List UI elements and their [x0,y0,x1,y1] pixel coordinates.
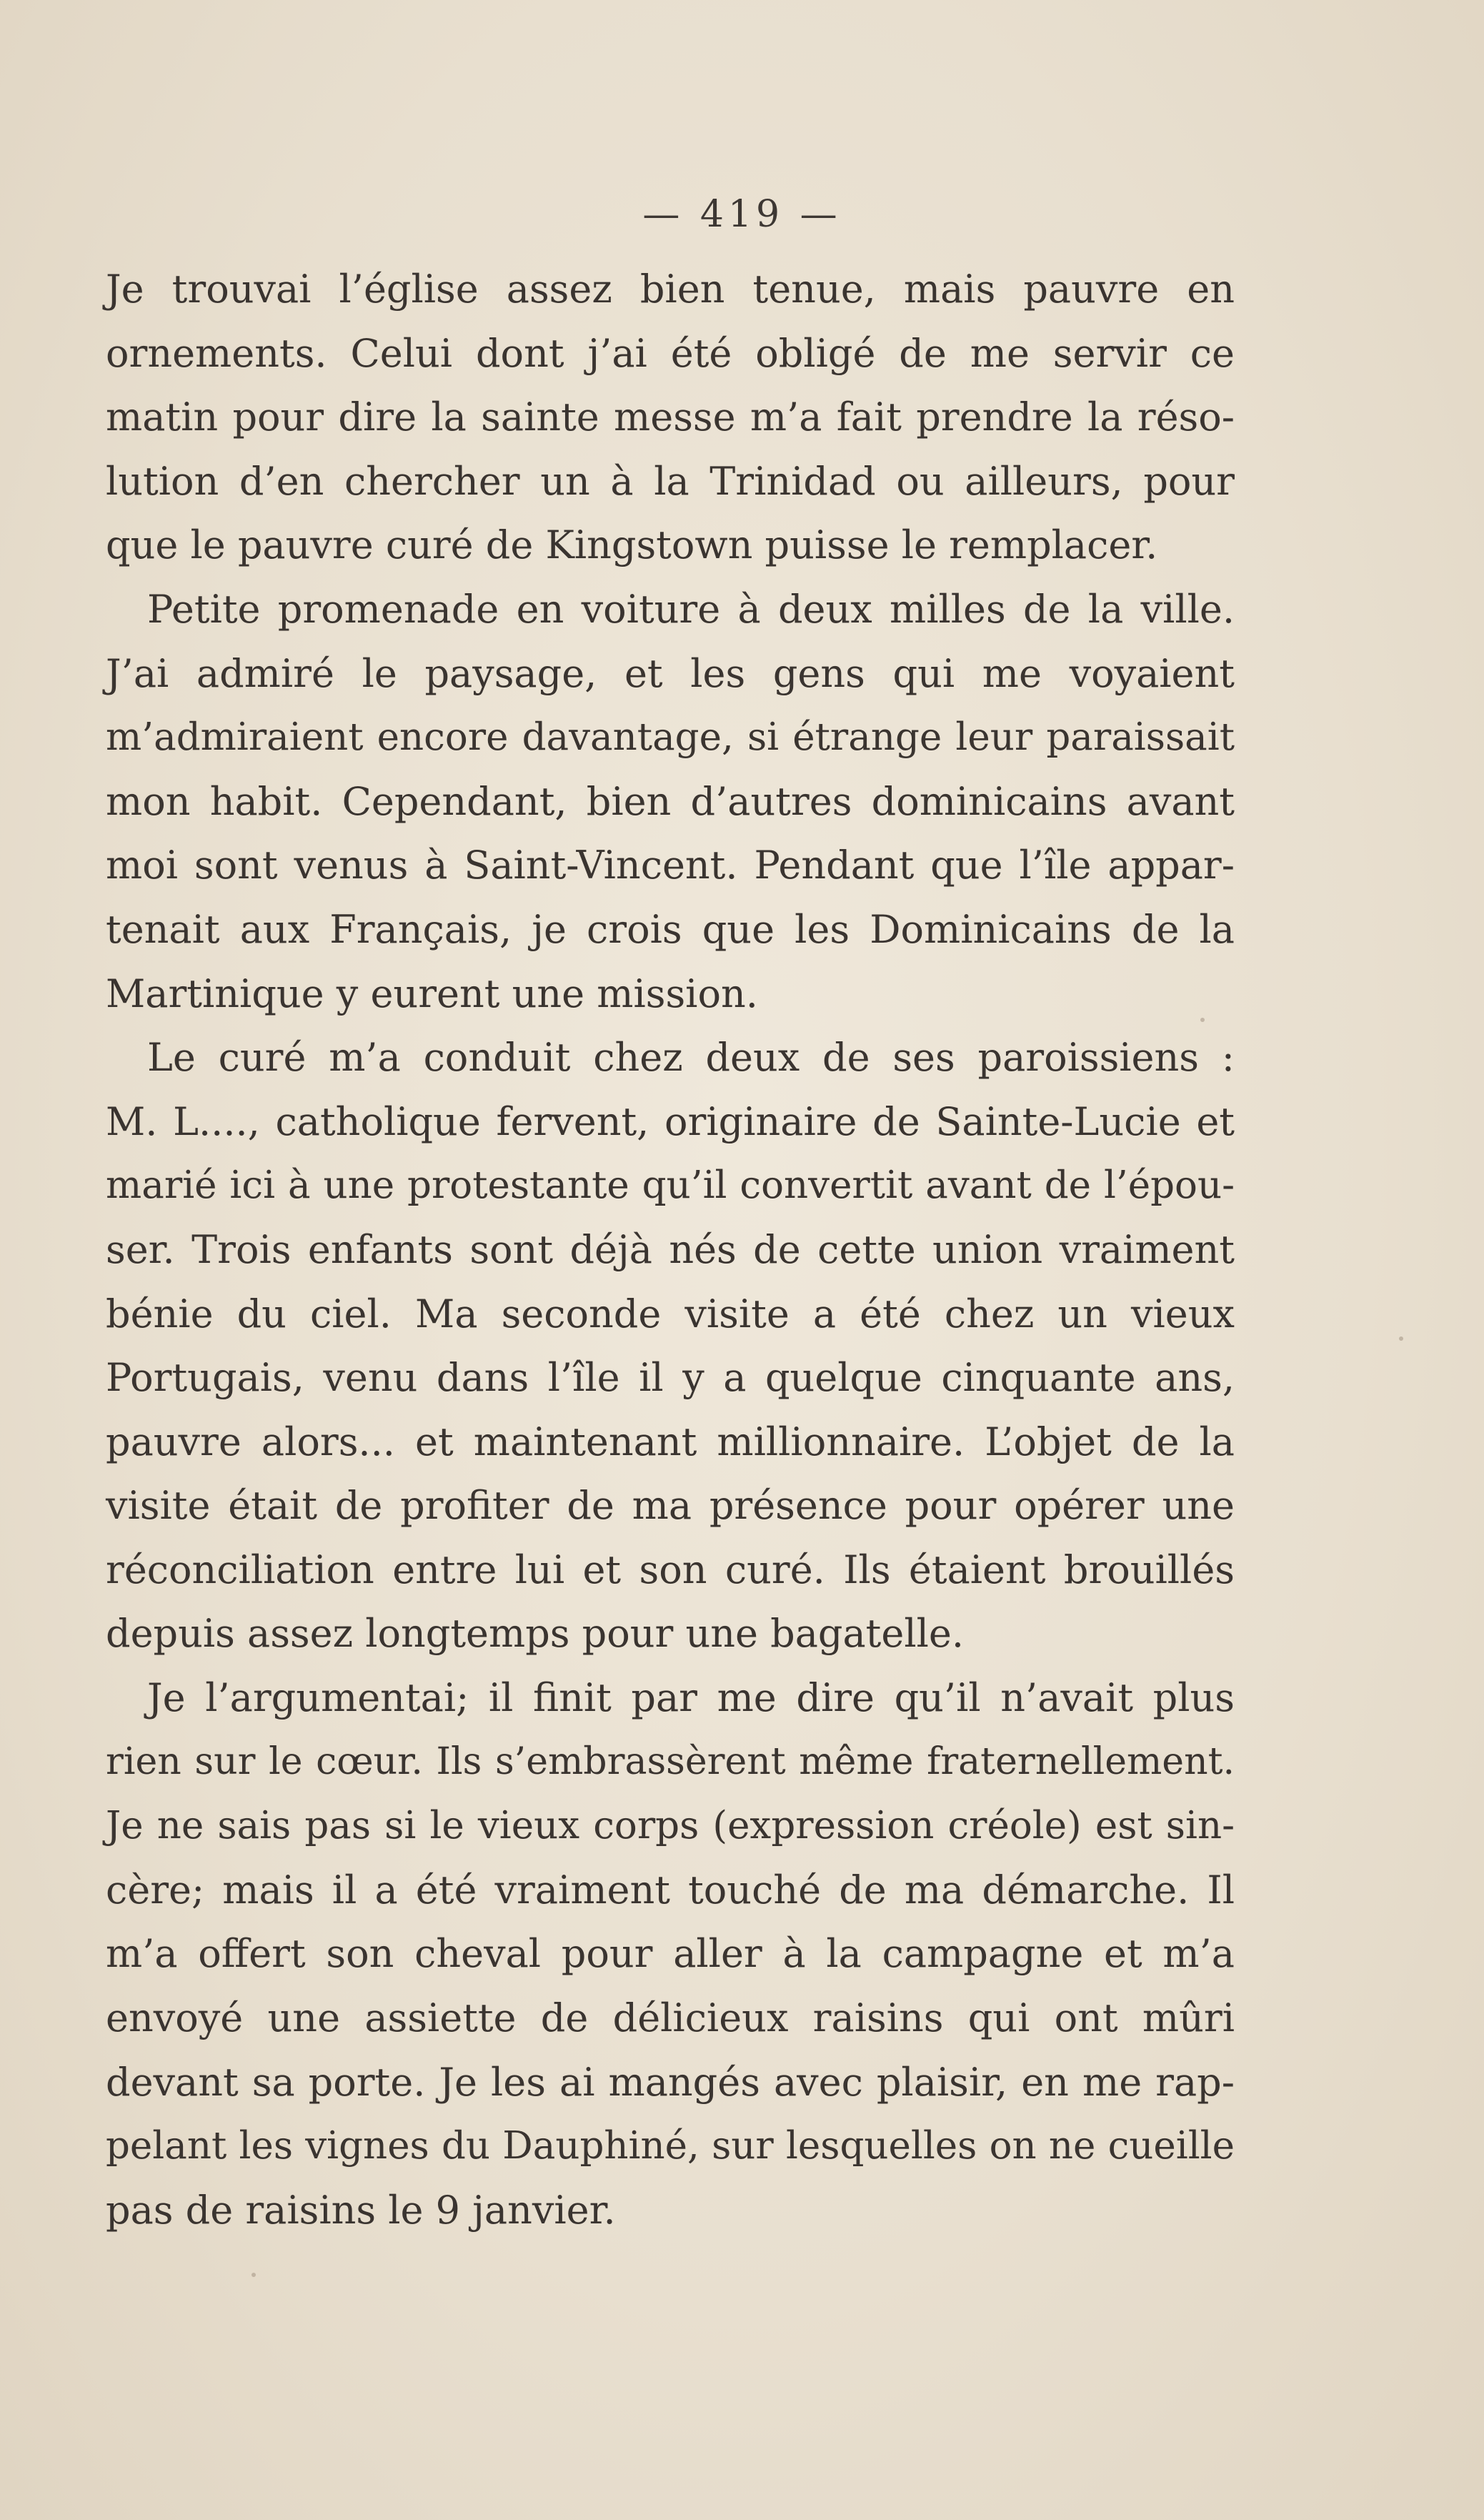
text-line: Je trouvai l’église assez bien tenue, mais pauvre en [106,267,1235,312]
text-line: pelant les vignes du Dauphiné, sur lesquelles on ne cueille [106,2124,1235,2168]
text-line: Martinique y eurent une mission. [106,971,758,1016]
text-line: m’admiraient encore davantage, si étrange leur paraissait [106,715,1235,760]
text-line: envoyé une assiette de délicieux raisins qui ont mûri [106,1995,1235,2041]
text-line: Je ne sais pas si le vieux corps (expression créole) est sin- [106,1804,1235,1848]
page-number: — 419 — [642,193,842,236]
text-line: tenait aux Français, je crois que les Dominicains de la [106,906,1235,952]
paper-speck [1399,1336,1403,1341]
text-line: M. L...., catholique fervent, originaire de Sainte-Lucie et [106,1098,1235,1144]
paragraph-start-line: Petite promenade en voiture à deux milles de la ville. [147,586,1235,632]
text-line: matin pour dire la sainte messe m’a fait prendre la réso- [106,395,1235,440]
text-line: réconciliation entre lui et son curé. Ils étaient brouillés [106,1547,1235,1592]
text-line: mon habit. Cependant, bien d’autres dominicains avant [106,778,1235,824]
text-line: depuis assez longtemps pour une bagatelle. [106,1611,964,1657]
text-line: moi sont venus à Saint-Vincent. Pendant que l’île appar- [106,843,1235,888]
paper-speck [1200,1018,1205,1022]
text-line: bénie du ciel. Ma seconde visite a été chez un vieux [106,1291,1235,1336]
text-line: Portugais, venu dans l’île il y a quelque cinquante ans, [106,1355,1235,1401]
text-line: marié ici à une protestante qu’il convertit avant de l’épou- [106,1164,1235,1208]
text-line: pas de raisins le 9 janvier. [106,2187,616,2233]
text-line: m’a offert son cheval pour aller à la campagne et m’a [106,1931,1235,1977]
text-line: que le pauvre curé de Kingstown puisse le remplacer. [106,522,1158,568]
paragraph-start-line: Le curé m’a conduit chez deux de ses paroissiens : [147,1035,1235,1081]
text-line: rien sur le cœur. Ils s’embrassèrent même fraternellement. [106,1740,1235,1783]
text-line: cère; mais il a été vraiment touché de ma démarche. Il [106,1867,1235,1913]
text-line: devant sa porte. Je les ai mangés avec plaisir, en me rap- [106,2059,1235,2105]
text-line: J’ai admiré le paysage, et les gens qui me voyaient [106,650,1235,696]
text-line: pauvre alors... et maintenant millionnaire. L’objet de la [106,1419,1235,1464]
paper-speck [252,2273,256,2277]
paragraph-start-line: Je l’argumentai; il finit par me dire qu’il n’avait plus [147,1675,1235,1721]
text-line: visite était de profiter de ma présence pour opérer une [106,1483,1235,1529]
body-text [106,257,1235,2242]
text-line: lution d’en chercher un à la Trinidad ou ailleurs, pour [106,458,1235,504]
text-line: ornements. Celui dont j’ai été obligé de me servir ce [106,330,1235,376]
text-line: ser. Trois enfants sont déjà nés de cette union vraiment [106,1226,1235,1272]
